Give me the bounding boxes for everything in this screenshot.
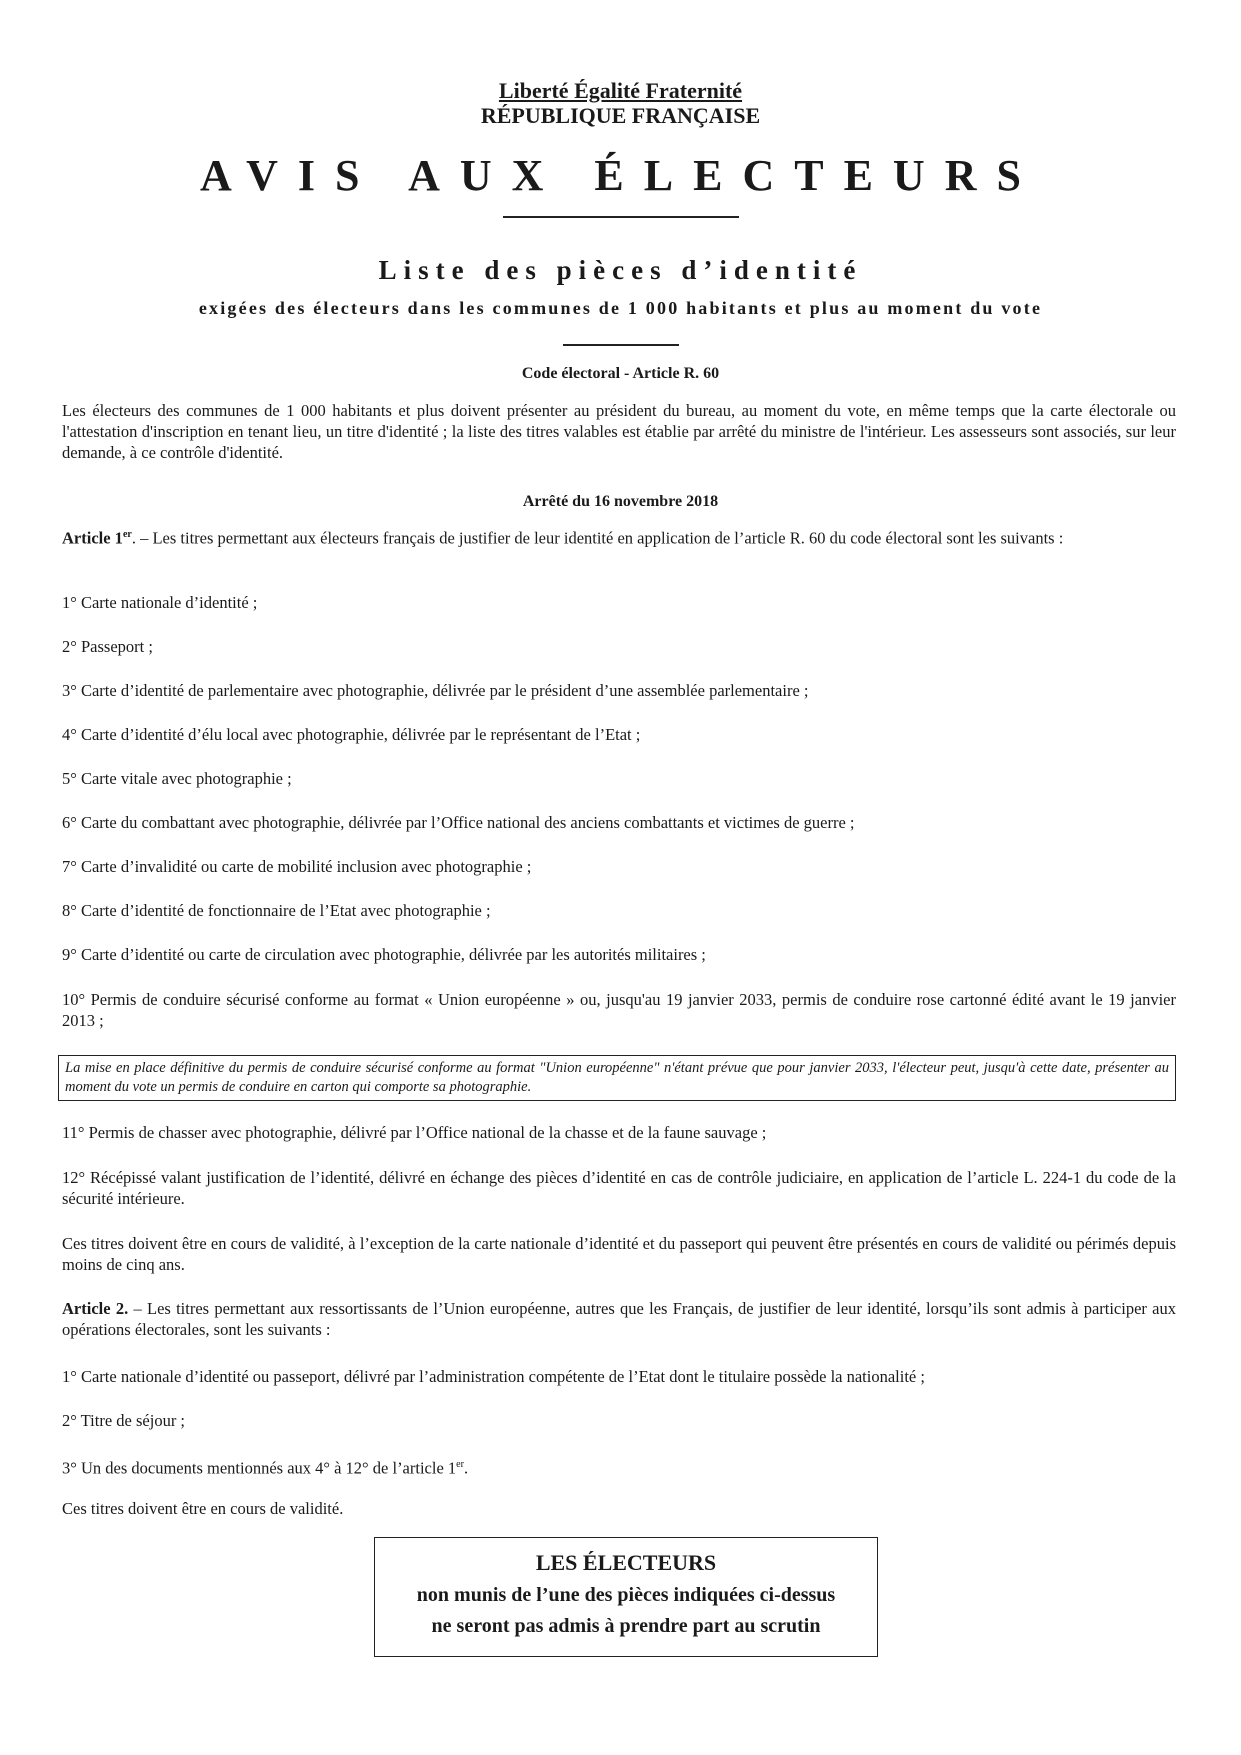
page-subtitle: Liste des pièces d’identité (378, 255, 863, 285)
page-title: AVIS AUX ÉLECTEURS (200, 151, 1041, 200)
republic-motto: Liberté Égalité Fraternité (498, 78, 743, 103)
article-2-intro-text: – Les titres permettant aux ressortissants de l’Union européenne, autres que les Français, de justifier de leur identité, lorsqu’ils sont admis à participer aux opérations électorales, sont les suivants : (62, 1299, 1176, 1339)
code-article-heading: Code électoral - Article R. 60 (521, 365, 720, 382)
final-warning-line-3: ne seront pas admis à prendre part au scrutin (431, 1615, 821, 1637)
list-item: 7° Carte d’invalidité ou carte de mobilité inclusion avec photographie ; (62, 857, 532, 876)
title-divider (503, 216, 739, 218)
article-1-intro (62, 524, 1176, 549)
driving-license-note: La mise en place définitive du permis de conduire sécurisé conforme au format "Union européenne" n'étant prévue que pour janvier 2033, l'électeur peut, jusqu'à cette date, présenter au moment du vote un permis de conduire en carton qui comporte sa photographie. (58, 1055, 1176, 1101)
article-2-validity: Ces titres doivent être en cours de validité. (62, 1499, 344, 1518)
list-item: 3° Carte d’identité de parlementaire avec photographie, délivrée par le président d’une assemblée parlementaire ; (62, 681, 809, 700)
article-1-label: Article 1 (62, 528, 123, 548)
list-item: 4° Carte d’identité d’élu local avec photographie, délivrée par le représentant de l’Etat ; (62, 725, 641, 744)
page-subsubtitle: exigées des électeurs dans les communes de 1 000 habitants et plus au moment du vote (198, 298, 1043, 318)
article-2-item-3-text: 3° Un des documents mentionnés aux 4° à 12° de l’article 1 (62, 1458, 457, 1478)
final-warning-box (374, 1537, 878, 1657)
subtitle-divider (563, 344, 679, 346)
republic-name: RÉPUBLIQUE FRANÇAISE (480, 103, 761, 128)
article-1-sup: er (122, 529, 132, 540)
list-item: 2° Passeport ; (62, 637, 153, 656)
article-2-item-3-sup: er (456, 1459, 464, 1470)
list-item: 10° Permis de conduire sécurisé conforme au format « Union européenne » ou, jusqu'au 19 janvier 2033, permis de conduire rose cartonné édité avant le 19 janvier 2013 ; (62, 990, 1176, 1030)
list-item: 2° Titre de séjour ; (62, 1411, 186, 1430)
list-item: 9° Carte d’identité ou carte de circulation avec photographie, délivrée par les autorités militaires ; (62, 945, 706, 964)
list-item: 5° Carte vitale avec photographie ; (62, 769, 292, 788)
list-item: 6° Carte du combattant avec photographie, délivrée par l’Office national des anciens combattants et victimes de guerre ; (62, 813, 855, 832)
article-1-validity: Ces titres doivent être en cours de validité, à l’exception de la carte nationale d’identité et du passeport qui peuvent être présentés en cours de validité ou périmés depuis moins de cinq ans. (62, 1234, 1176, 1274)
article-2-label: Article 2. (62, 1299, 129, 1318)
decree-heading: Arrêté du 16 novembre 2018 (522, 493, 719, 510)
code-article-text: Les électeurs des communes de 1 000 habitants et plus doivent présenter au président du bureau, au moment du vote, en même temps que la carte électorale ou l'attestation d'inscription en tenant lieu, un titre d'identité ; la liste des titres valables est établie par arrêté du ministre de l'intérieur. Les assesseurs sont associés, sur leur demande, à ce contrôle d'identité. (62, 401, 1176, 462)
article-2-intro (62, 1298, 1176, 1340)
list-item: 1° Carte nationale d’identité ; (62, 593, 258, 612)
list-item: 8° Carte d’identité de fonctionnaire de l’Etat avec photographie ; (62, 901, 491, 920)
article-2-item-3-end: . (463, 1458, 469, 1478)
list-item: 1° Carte nationale d’identité ou passeport, délivré par l’administration compétente de l’Etat dont le titulaire possède la nationalité ; (62, 1367, 925, 1386)
article-1-intro-text: . – Les titres permettant aux électeurs français de justifier de leur identité en application de l’article R. 60 du code électoral sont les suivants : (131, 528, 1064, 548)
final-warning-line-1: LES ÉLECTEURS (535, 1550, 717, 1575)
list-item (62, 1454, 1176, 1479)
list-item: 12° Récépissé valant justification de l’identité, délivré en échange des pièces d’identité en cas de contrôle judiciaire, en application de l’article L. 224-1 du code de la sécurité intérieure. (62, 1168, 1176, 1208)
list-item: 11° Permis de chasser avec photographie, délivré par l’Office national de la chasse et de la faune sauvage ; (62, 1123, 767, 1142)
final-warning-line-2: non munis de l’une des pièces indiquées ci-dessus (416, 1584, 836, 1606)
